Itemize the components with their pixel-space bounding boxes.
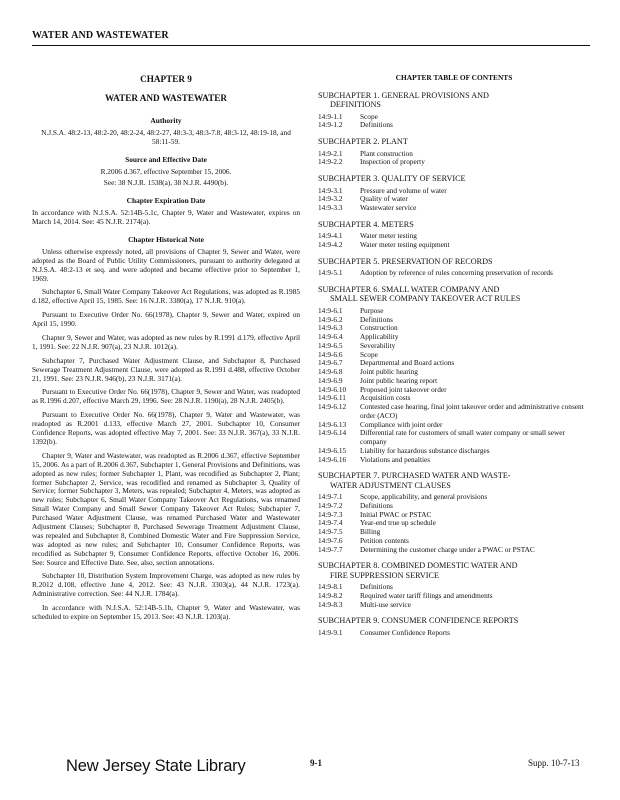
toc-entry[interactable] [318,519,590,528]
section-title: Acquisition costs [360,393,411,403]
running-head: WATER AND WASTEWATER [32,30,169,41]
section-number: 14:9-3.2 [318,194,343,204]
section-title: Differential rate for customers of small water company or small sewer company [360,428,565,446]
section-number: 14:9-9.1 [318,627,343,637]
subchapter-title: SUBCHAPTER 9. CONSUMER CONFIDENCE REPORTS [318,616,519,626]
toc-entry[interactable] [318,204,590,213]
history-paragraph: Pursuant to Executive Order No. 66(1978), Chapter 9, Sewer and Water, was readopted as R.1996 d.207, effective March 29, 1996. See: 28 N.J.R. 1190(a), 28 N.J.R. 2405(b). [32,387,300,406]
right-column [318,74,590,638]
section-title: Initial PWAC or PSTAC [360,509,432,519]
toc-entry[interactable] [318,502,590,511]
section-number: 14:9-6.5 [318,340,343,350]
section-title: Water meter testing equipment [360,239,450,249]
section-number: 14:9-6.12 [318,402,347,411]
section-title: Water meter testing [360,231,417,241]
subchapter-title: SUBCHAPTER 1. GENERAL PROVISIONS AND [318,90,489,100]
toc-title: CHAPTER TABLE OF CONTENTS [395,73,513,82]
section-title: Compliance with joint order [360,419,443,429]
section-number: 14:9-6.3 [318,323,343,333]
section-title: Plant construction [360,148,413,158]
chapter-title: WATER AND WASTEWATER [104,93,227,104]
section-title: Scope [360,111,378,121]
toc-entry[interactable] [318,121,590,130]
subchapter-heading [318,137,590,146]
section-title: Scope, applicability, and general provisions [360,492,488,502]
section-title: Wastewater service [360,203,417,213]
section-number: 14:9-6.13 [318,419,347,429]
section-title: Applicability [360,332,399,341]
history-paragraph: In accordance with N.J.S.A. 52:14B-5.1b, Chapter 9, Water and Wastewater, was scheduled to expire on September 15, 2013. See: 43 N.J.R. 1203(a). [32,603,300,621]
subchapter-heading [318,471,590,490]
subchapter-title-continued: WATER ADJUSTMENT CLAUSES [330,480,451,490]
subchapter-heading [318,561,590,580]
toc-entry[interactable] [318,324,590,333]
table-of-contents [318,91,590,638]
history-heading: Chapter Historical Note [128,234,204,244]
section-title: Liability for hazardous substance discharges [360,445,490,455]
toc-entry[interactable] [318,493,590,502]
supplement-date: Supp. 10-7-13 [528,758,580,768]
section-title: Definitions [360,582,393,592]
section-title: Scope [360,349,378,359]
toc-entry[interactable] [318,447,590,456]
history-paragraph: Pursuant to Executive Order No. 66(1978), Chapter 9, Sewer and Water, expired on April 15, 1990. [32,310,300,329]
section-title: Consumer Confidence Reports [360,627,450,637]
section-number: 14:9-3.3 [318,203,343,213]
section-number: 14:9-7.7 [318,544,343,554]
section-number: 14:9-6.1 [318,305,343,315]
toc-entry[interactable] [318,342,590,351]
authority-heading: Authority [150,116,182,126]
section-title: Joint public hearing report [360,375,438,385]
section-title: Proposed joint takeover order [360,384,447,394]
section-number: 14:9-6.16 [318,454,347,464]
section-number: 14:9-4.2 [318,239,343,249]
section-number: 14:9-6.11 [318,393,346,403]
expiration-heading: Chapter Expiration Date [126,196,206,206]
section-title: Year-end true up schedule [360,518,436,528]
section-number: 14:9-7.5 [318,527,343,537]
section-number: 14:9-6.15 [318,445,347,455]
section-number: 14:9-2.1 [318,148,343,158]
section-title: Purpose [360,305,384,315]
section-number: 14:9-1.1 [318,111,343,121]
history-paragraph: Subchapter 10, Distribution System Improvement Charge, was adopted as new rules by R.2012 d.108, effective June 4, 2012. See: 43 N.J.R. 3303(a), 44 N.J.R. 1723(a). Administrative correction. See: 44 N.J.R. 1784(a). [32,571,300,599]
toc-entry[interactable] [318,307,590,316]
subchapter-heading [318,257,590,266]
source-line-2: See: 38 N.J.R. 1538(a), 38 N.J.R. 4490(b). [103,178,229,188]
subchapter-title: SUBCHAPTER 7. PURCHASED WATER AND WASTE- [318,471,511,481]
toc-entry[interactable] [318,368,590,377]
section-title: Determining the customer charge under a PWAC or PSTAC [360,544,535,554]
section-number: 14:9-6.4 [318,332,343,341]
section-number: 14:9-7.1 [318,492,343,502]
section-number: 14:9-1.2 [318,120,343,130]
toc-entry[interactable] [318,546,590,555]
section-title: Quality of water [360,194,408,204]
left-column [32,74,300,627]
toc-entry[interactable] [318,316,590,325]
section-title: Violations and penalties [360,454,431,464]
section-number: 14:9-6.9 [318,375,343,385]
toc-entry[interactable] [318,195,590,204]
toc-entry[interactable] [318,359,590,368]
section-title: Severability [360,340,396,350]
section-number: 14:9-3.1 [318,185,343,195]
toc-entry[interactable] [318,511,590,520]
section-title: Billing [360,527,381,537]
section-number: 14:9-6.14 [318,428,347,438]
chapter-number: CHAPTER 9 [140,74,192,84]
source-line-1: R.2006 d.367, effective September 15, 2006. [100,167,232,177]
subchapter-title-continued: SMALL SEWER COMPANY TAKEOVER ACT RULES [330,294,521,304]
subchapter-title-continued: DEFINITIONS [330,100,381,110]
section-number: 14:9-2.2 [318,157,343,167]
section-number: 14:9-8.1 [318,582,343,592]
history-paragraph: Chapter 9, Water and Wastewater, was readopted as R.2006 d.367, effective September 15, 2006. As a part of R.2006 d.367, Subchapter 1, General Provisions and Definitions, was adopted as new rules; former Subchapter 1, Plant, was recodified as Subchapter 2, Plant; former Subchapter 2, Service, was recodified and renamed as Subchapter 3, Quality of Service; former Subchapter 3, Meters, was repealed; Subchapter 4, Meters, was adopted as new rules; Subchapter 6, Small Water Company Takeover Act Regulations, was renamed Small Water Company and Small Sewer Company Takeover Act Rules; Subchapter 7, Purchased Water Adjustment Clause, was renamed Purchased Water and Wastewater Adjustment Clauses; Subchapter 8, Purchased Sewerage Treatment Adjustment Clause, was repealed and Subchapter 8, Combined Domestic Water and Fire Suppression Service, was adopted as new rules; and Subchapter 10, Consumer Confidence Reports, was recodified as Subchapter 9, Consumer Confidence Reports, effective October 16, 2006. See: Source and Effective Date. See, also, section annotations. [32,450,300,567]
toc-entry[interactable] [318,403,590,421]
toc-entry[interactable] [318,456,590,465]
history-notes [32,248,300,622]
section-number: 14:9-8.3 [318,599,343,609]
subchapter-title: SUBCHAPTER 5. PRESERVATION OF RECORDS [318,256,493,266]
section-number: 14:9-6.6 [318,349,343,359]
history-paragraph: Subchapter 7, Purchased Water Adjustment Clause, and Subchapter 8, Purchased Sewerage Treatment Adjustment Clause, were adopted as R.1991 d.488, effective October 21, 1991. See: 23 N.J.R. 946(b), 23 N.J.R. 3171(a). [32,355,300,383]
toc-entry[interactable] [318,333,590,342]
section-title: Definitions [360,120,393,130]
section-title: Departmental and Board actions [360,358,455,368]
section-number: 14:9-5.1 [318,268,343,278]
section-number: 14:9-6.10 [318,384,347,394]
authority-text: N.J.S.A. 48:2-13, 48:2-20, 48:2-24, 48:2-27, 48:3-3, 48:3-7.8, 48:3-12, 48:19-18, and 58:11-59. [41,128,291,147]
subchapter-heading [318,616,590,625]
toc-entry[interactable] [318,629,590,638]
toc-entry[interactable] [318,269,590,278]
subchapter-heading [318,91,590,110]
section-number: 14:9-7.2 [318,500,343,510]
section-title: Pressure and volume of water [360,185,447,195]
section-title: Definitions [360,500,393,510]
section-number: 14:9-6.7 [318,358,343,368]
toc-entry[interactable] [318,601,590,610]
section-number: 14:9-4.1 [318,231,343,241]
history-paragraph: Chapter 9, Sewer and Water, was adopted as new rules by R.1991 d.179, effective April 1, 1991. See: 22 N.J.R. 907(a), 23 N.J.R. 1012(a). [32,333,300,351]
toc-entry[interactable] [318,386,590,395]
subchapter-title: SUBCHAPTER 8. COMBINED DOMESTIC WATER AND [318,561,518,571]
subchapter-heading [318,174,590,183]
section-title: Joint public hearing [360,367,418,376]
section-number: 14:9-7.6 [318,535,343,545]
toc-entry[interactable] [318,528,590,537]
subchapter-heading [318,285,590,304]
section-number: 14:9-6.8 [318,367,343,376]
header-rule [32,45,590,46]
section-title: Multi-use service [360,599,411,609]
section-number: 14:9-7.3 [318,509,343,519]
toc-entry[interactable] [318,150,590,159]
section-title: Petition contents [360,535,409,545]
subchapter-title-continued: FIRE SUPPRESSION SERVICE [330,570,439,580]
section-title: Adoption by reference of rules concerning preservation of records [360,268,553,278]
section-title: Required water tariff filings and amendments [360,590,493,600]
page-number: 9-1 [310,758,322,768]
toc-entry[interactable] [318,592,590,601]
subchapter-title: SUBCHAPTER 3. QUALITY OF SERVICE [318,174,466,184]
section-title: Definitions [360,314,393,324]
section-title: Contested case hearing, final joint takeover order and administrative consent order (ACO) [360,402,584,420]
toc-entry[interactable] [318,158,590,167]
toc-entry[interactable] [318,232,590,241]
history-paragraph: Pursuant to Executive Order No. 66(1978), Chapter 9, Water and Wastewater, was readopted as R.2001 d.133, effective March 27, 2001. Subchapter 10, Consumer Confidence Reports, was adopted effective May 7, 2001. See: 33 N.J.R. 367(a), 33 N.J.R. 1392(b). [32,410,300,446]
toc-entry[interactable] [318,187,590,196]
toc-entry[interactable] [318,241,590,250]
subchapter-title: SUBCHAPTER 6. SMALL WATER COMPANY AND [318,284,500,294]
toc-entry[interactable] [318,113,590,122]
section-title: Inspection of property [360,157,425,167]
section-number: 14:9-7.4 [318,518,343,528]
section-number: 14:9-6.2 [318,314,343,324]
toc-entry[interactable] [318,429,590,447]
toc-entry[interactable] [318,351,590,360]
source-heading: Source and Effective Date [125,155,207,165]
toc-entry[interactable] [318,377,590,386]
section-number: 14:9-8.2 [318,590,343,600]
history-paragraph: Subchapter 6, Small Water Company Takeover Act Regulations, was adopted as R.1985 d.182, effective April 15, 1985. See: 16 N.J.R. 3380(a), 17 N.J.R. 910(a). [32,287,300,306]
library-name: New Jersey State Library [66,757,246,775]
history-paragraph: Unless otherwise expressly noted, all provisions of Chapter 9, Sewer and Water, were adopted as the Board of Public Utility Commissioners, pursuant to authority delegated at N.J.S.A. 48:2-13 et seq. and were adopted and became effective prior to September 1, 1969. [32,246,300,283]
subchapter-title: SUBCHAPTER 2. PLANT [318,137,408,147]
expiration-text: In accordance with N.J.S.A. 52:14B-5.1c, Chapter 9, Water and Wastewater, expires on March 14, 2014. See: 45 N.J.R. 2174(a). [32,208,300,226]
subchapter-heading [318,220,590,229]
subchapter-title: SUBCHAPTER 4. METERS [318,219,414,229]
section-title: Construction [360,323,398,333]
